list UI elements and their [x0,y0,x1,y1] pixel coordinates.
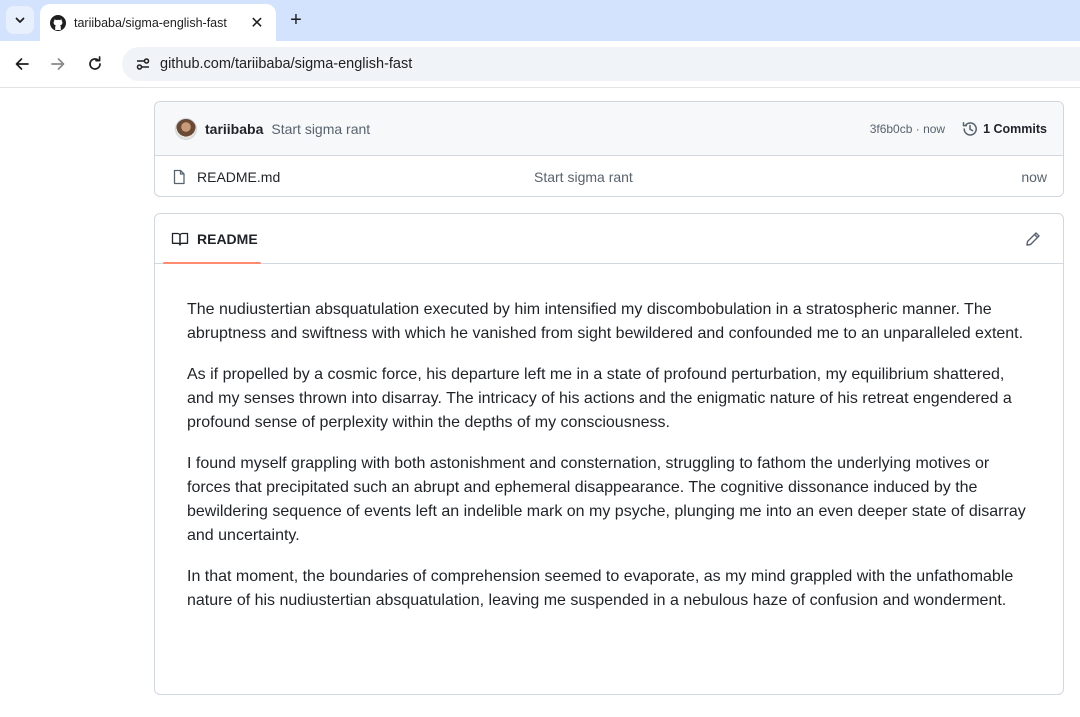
book-icon [171,231,189,247]
readme-paragraph: In that moment, the boundaries of comprehension seemed to evaporate, as my mind grappled with the unfathomable nature of his nudiustertian absquatulation, leaving me suspended in a nebulous haze of confusion and wonderment. [187,568,1014,609]
url-text[interactable]: github.com/tariibaba/sigma-english-fast [160,56,413,72]
file-time: now [1021,168,1047,185]
file-icon [171,169,187,185]
active-tab[interactable] [40,4,276,41]
address-bar[interactable] [122,47,1080,81]
latest-commit-bar [155,102,1063,156]
tab-readme[interactable] [171,231,258,247]
readme-paragraph: I found myself grappling with both astonishment and consternation, struggling to fathom the underlying motives or forces that precipitated such an abrupt and ephemeral disappearance. The cognitive dissonance induced by the bewildering sequence of events left an indelible mark on my psyche, plunging me into an even deeper state of disarray and uncertainty. [187,455,1026,544]
back-arrow-icon [14,56,30,72]
close-icon[interactable]: ✕ [250,14,264,32]
commits-count: 1 Commits [983,121,1047,136]
chevron-down-icon [14,14,26,26]
readme-paragraph: The nudiustertian absquatulation executed by him intensified my discombobulation in a stratospheric manner. The abruptness and swiftness with which he vanished from sight bewildered and confounded me to an unparalleled extent. [187,301,1024,342]
tab-search-button[interactable] [6,6,34,34]
readme-tab-label: README [197,230,258,247]
reload-button[interactable] [81,50,109,78]
avatar[interactable] [175,118,197,140]
site-settings-icon [135,56,151,72]
reload-icon [87,56,103,72]
active-tab-underline [163,262,261,264]
github-icon [50,15,66,31]
forward-button[interactable] [44,50,72,78]
toolbar-divider [0,87,1080,88]
back-button[interactable] [8,50,36,78]
plus-icon[interactable]: + [290,8,302,31]
history-icon [961,120,979,138]
forward-arrow-icon [50,56,66,72]
site-settings-button[interactable] [132,53,154,75]
file-listing [154,101,1064,197]
readme-paragraph: As if propelled by a cosmic force, his departure left me in a state of profound perturbation, my equilibrium shattered, and my senses thrown into disarray. The intricacy of his actions and the enigmatic nature of his retreat engendered a profound sense of perplexity within the depths of my consciousness. [187,366,1012,431]
pencil-icon [1025,231,1041,247]
browser-toolbar [0,41,1080,87]
readme-content [155,264,1063,613]
browser-tab-bar [0,0,1080,41]
commit-author[interactable]: tariibaba [205,120,264,137]
commits-link[interactable] [961,120,1047,138]
table-row[interactable] [155,156,1063,197]
file-commit-message[interactable]: Start sigma rant [534,168,633,185]
commit-sha-time[interactable]: 3f6b0cb · now [869,121,946,136]
readme-panel [154,213,1064,695]
edit-readme-button[interactable] [1023,229,1043,249]
commit-message[interactable]: Start sigma rant [271,120,371,137]
readme-header [155,214,1063,264]
tab-title: tariibaba/sigma-english-fast [74,15,227,30]
file-name[interactable]: README.md [197,168,281,185]
